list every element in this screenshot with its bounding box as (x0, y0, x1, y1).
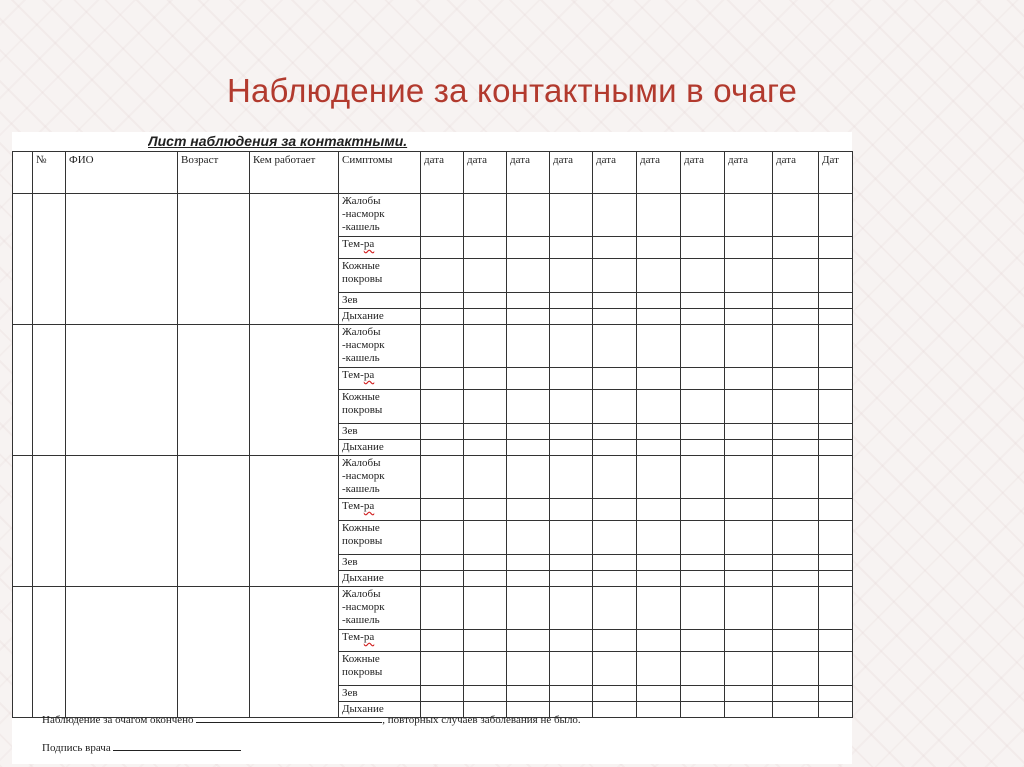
date-cell (725, 571, 773, 587)
date-cell (773, 499, 819, 521)
date-cell (637, 424, 681, 440)
date-cell (681, 440, 725, 456)
date-cell (681, 424, 725, 440)
date-cell (550, 368, 593, 390)
date-cell (819, 194, 853, 237)
date-cell (681, 587, 725, 630)
work-cell (250, 194, 339, 325)
date-cell (593, 686, 637, 702)
date-cell (819, 571, 853, 587)
date-cell (681, 702, 725, 718)
date-cell (681, 194, 725, 237)
date-cell (464, 259, 507, 293)
date-cell (593, 702, 637, 718)
date-cell (819, 259, 853, 293)
symptom-label (339, 630, 421, 652)
symptom-label: Дыхание (339, 440, 421, 456)
date-cell (550, 555, 593, 571)
date-cell (421, 237, 464, 259)
num-cell (33, 456, 66, 587)
date-cell (637, 571, 681, 587)
date-cell (773, 555, 819, 571)
date-cell (637, 521, 681, 555)
date-cell (593, 325, 637, 368)
spellcheck-mark: ра (363, 238, 375, 250)
date-cell (550, 293, 593, 309)
date-cell (550, 686, 593, 702)
date-cell (464, 293, 507, 309)
num-cell (33, 325, 66, 456)
date-cell (421, 521, 464, 555)
date-cell (819, 325, 853, 368)
date-cell (773, 630, 819, 652)
date-cell (819, 521, 853, 555)
date-cell (507, 309, 550, 325)
date-cell (773, 521, 819, 555)
date-cell (507, 293, 550, 309)
date-cell (593, 440, 637, 456)
signature-blank-line (113, 740, 241, 751)
date-cell (550, 424, 593, 440)
header-date: дата (637, 152, 681, 194)
date-cell (681, 325, 725, 368)
symptom-label: Дыхание (339, 702, 421, 718)
date-cell (593, 237, 637, 259)
date-cell (637, 293, 681, 309)
date-cell (681, 368, 725, 390)
symptom-label: Зев (339, 424, 421, 440)
date-cell (725, 555, 773, 571)
date-cell (773, 652, 819, 686)
symptom-label: Зев (339, 555, 421, 571)
date-cell (593, 390, 637, 424)
date-cell (773, 424, 819, 440)
spellcheck-mark: ра (363, 631, 375, 643)
header-date: дата (421, 152, 464, 194)
date-cell (681, 293, 725, 309)
date-cell (464, 424, 507, 440)
date-cell (773, 587, 819, 630)
symptom-label (339, 368, 421, 390)
date-cell (421, 259, 464, 293)
date-cell (637, 555, 681, 571)
date-cell (550, 456, 593, 499)
date-cell (550, 194, 593, 237)
date-cell (681, 456, 725, 499)
symptom-label: Дыхание (339, 309, 421, 325)
date-cell (421, 630, 464, 652)
symptom-label: Кожные покровы (339, 390, 421, 424)
date-cell (421, 587, 464, 630)
date-cell (464, 686, 507, 702)
date-cell (464, 390, 507, 424)
date-cell (593, 293, 637, 309)
num-cell (33, 587, 66, 718)
header-fio: ФИО (66, 152, 178, 194)
date-cell (773, 259, 819, 293)
date-cell (550, 237, 593, 259)
date-cell (681, 390, 725, 424)
date-cell (725, 440, 773, 456)
date-cell (464, 555, 507, 571)
date-cell (725, 630, 773, 652)
date-cell (819, 456, 853, 499)
date-cell (819, 630, 853, 652)
date-cell (507, 686, 550, 702)
observation-table (12, 151, 853, 718)
work-cell (250, 456, 339, 587)
date-cell (507, 368, 550, 390)
date-cell (637, 237, 681, 259)
date-cell (725, 652, 773, 686)
footer-completed-label: Наблюдение за очагом окончено (42, 714, 194, 726)
header-date: дата (593, 152, 637, 194)
work-cell (250, 587, 339, 718)
date-cell (725, 390, 773, 424)
fio-cell (66, 325, 178, 456)
date-cell (593, 630, 637, 652)
table-row (13, 587, 853, 630)
date-cell (421, 686, 464, 702)
slide-title: Наблюдение за контактными в очаге (226, 72, 798, 109)
date-cell (507, 587, 550, 630)
date-cell (507, 440, 550, 456)
date-cell (637, 652, 681, 686)
date-cell (773, 325, 819, 368)
work-cell (250, 325, 339, 456)
symptom-label: Дыхание (339, 571, 421, 587)
date-cell (725, 293, 773, 309)
header-symptoms: Симптомы (339, 152, 421, 194)
date-cell (819, 390, 853, 424)
date-cell (593, 424, 637, 440)
date-cell (819, 440, 853, 456)
date-cell (421, 424, 464, 440)
date-cell (725, 587, 773, 630)
symptom-label: Зев (339, 293, 421, 309)
header-num: № (33, 152, 66, 194)
date-cell (421, 555, 464, 571)
spellcheck-mark: ра (363, 500, 375, 512)
date-cell (593, 555, 637, 571)
date-cell (819, 555, 853, 571)
date-cell (819, 424, 853, 440)
date-cell (819, 587, 853, 630)
date-cell (773, 368, 819, 390)
date-cell (421, 390, 464, 424)
footer-line-1 (42, 712, 581, 726)
symptom-label: Жалобы -насморк -кашель (339, 456, 421, 499)
header-work: Кем работает (250, 152, 339, 194)
date-cell (464, 368, 507, 390)
date-cell (819, 293, 853, 309)
date-cell (637, 309, 681, 325)
date-cell (507, 499, 550, 521)
date-cell (773, 194, 819, 237)
date-cell (550, 571, 593, 587)
date-cell (637, 456, 681, 499)
date-cell (550, 390, 593, 424)
date-cell (725, 686, 773, 702)
table-body (13, 194, 853, 718)
date-cell (681, 237, 725, 259)
symptom-label: Жалобы -насморк -кашель (339, 325, 421, 368)
date-cell (593, 309, 637, 325)
margin-cell (13, 194, 33, 325)
footer-no-repeat-label: , повторных случаев заболевания не было. (382, 714, 581, 726)
date-cell (681, 555, 725, 571)
date-cell (593, 571, 637, 587)
margin-cell (13, 587, 33, 718)
symptom-text: Тем-ра (342, 238, 375, 250)
date-cell (773, 702, 819, 718)
date-cell (637, 587, 681, 630)
date-cell (773, 237, 819, 259)
fio-cell (66, 456, 178, 587)
margin-cell (13, 325, 33, 456)
observation-sheet (12, 132, 852, 764)
date-cell (464, 325, 507, 368)
footer-blank-line (196, 712, 382, 723)
date-cell (681, 686, 725, 702)
header-date: дата (681, 152, 725, 194)
date-cell (637, 390, 681, 424)
date-cell (637, 702, 681, 718)
symptom-label (339, 237, 421, 259)
table-row (13, 194, 853, 237)
age-cell (178, 456, 250, 587)
date-cell (464, 194, 507, 237)
date-cell (421, 571, 464, 587)
date-cell (593, 587, 637, 630)
date-cell (773, 686, 819, 702)
date-cell (421, 368, 464, 390)
header-date: Дат (819, 152, 853, 194)
date-cell (550, 630, 593, 652)
date-cell (637, 440, 681, 456)
date-cell (773, 390, 819, 424)
symptom-label: Зев (339, 686, 421, 702)
date-cell (464, 237, 507, 259)
date-cell (681, 499, 725, 521)
date-cell (725, 456, 773, 499)
date-cell (550, 499, 593, 521)
date-cell (819, 237, 853, 259)
date-cell (507, 424, 550, 440)
date-cell (681, 309, 725, 325)
date-cell (593, 194, 637, 237)
table-row (13, 325, 853, 368)
date-cell (819, 368, 853, 390)
date-cell (507, 237, 550, 259)
date-cell (819, 702, 853, 718)
date-cell (550, 587, 593, 630)
fio-cell (66, 194, 178, 325)
date-cell (550, 652, 593, 686)
header-row (13, 152, 853, 194)
symptom-text: Тем-ра (342, 631, 375, 643)
symptom-label: Кожные покровы (339, 259, 421, 293)
date-cell (681, 652, 725, 686)
date-cell (507, 521, 550, 555)
date-cell (464, 652, 507, 686)
symptom-label: Жалобы -насморк -кашель (339, 194, 421, 237)
date-cell (725, 325, 773, 368)
header-date: дата (507, 152, 550, 194)
date-cell (593, 456, 637, 499)
date-cell (421, 440, 464, 456)
age-cell (178, 194, 250, 325)
num-cell (33, 194, 66, 325)
date-cell (773, 293, 819, 309)
symptom-text: Тем-ра (342, 369, 375, 381)
date-cell (464, 456, 507, 499)
date-cell (421, 293, 464, 309)
date-cell (773, 456, 819, 499)
date-cell (725, 237, 773, 259)
date-cell (773, 309, 819, 325)
date-cell (550, 259, 593, 293)
date-cell (773, 440, 819, 456)
age-cell (178, 325, 250, 456)
symptom-label (339, 499, 421, 521)
date-cell (725, 521, 773, 555)
date-cell (725, 194, 773, 237)
date-cell (421, 652, 464, 686)
date-cell (464, 630, 507, 652)
date-cell (681, 521, 725, 555)
header-date: дата (773, 152, 819, 194)
date-cell (421, 499, 464, 521)
date-cell (464, 571, 507, 587)
date-cell (637, 194, 681, 237)
date-cell (725, 368, 773, 390)
date-cell (464, 309, 507, 325)
date-cell (725, 309, 773, 325)
date-cell (725, 259, 773, 293)
date-cell (637, 630, 681, 652)
date-cell (681, 259, 725, 293)
footer-line-2 (42, 740, 241, 754)
date-cell (421, 456, 464, 499)
footer-signature-label: Подпись врача (42, 742, 111, 754)
date-cell (550, 440, 593, 456)
date-cell (421, 325, 464, 368)
date-cell (725, 499, 773, 521)
date-cell (464, 499, 507, 521)
date-cell (550, 325, 593, 368)
symptom-label: Кожные покровы (339, 521, 421, 555)
age-cell (178, 587, 250, 718)
date-cell (773, 571, 819, 587)
date-cell (637, 499, 681, 521)
date-cell (507, 555, 550, 571)
date-cell (681, 571, 725, 587)
date-cell (507, 194, 550, 237)
date-cell (593, 368, 637, 390)
header-date: дата (464, 152, 507, 194)
symptom-label: Жалобы -насморк -кашель (339, 587, 421, 630)
date-cell (819, 499, 853, 521)
date-cell (725, 702, 773, 718)
date-cell (464, 587, 507, 630)
date-cell (819, 652, 853, 686)
symptom-text: Тем-ра (342, 500, 375, 512)
date-cell (507, 390, 550, 424)
sheet-title: Лист наблюдения за контактными. (148, 133, 408, 149)
date-cell (819, 686, 853, 702)
date-cell (681, 630, 725, 652)
date-cell (593, 259, 637, 293)
header-date: дата (725, 152, 773, 194)
date-cell (507, 259, 550, 293)
fio-cell (66, 587, 178, 718)
date-cell (725, 424, 773, 440)
date-cell (593, 499, 637, 521)
header-age: Возраст (178, 152, 250, 194)
header-date: дата (550, 152, 593, 194)
date-cell (464, 521, 507, 555)
date-cell (507, 630, 550, 652)
date-cell (421, 194, 464, 237)
date-cell (550, 309, 593, 325)
date-cell (637, 368, 681, 390)
date-cell (507, 456, 550, 499)
date-cell (819, 309, 853, 325)
table-row (13, 456, 853, 499)
date-cell (464, 440, 507, 456)
date-cell (593, 521, 637, 555)
date-cell (637, 686, 681, 702)
date-cell (507, 652, 550, 686)
symptom-label: Кожные покровы (339, 652, 421, 686)
date-cell (637, 259, 681, 293)
date-cell (507, 325, 550, 368)
date-cell (593, 652, 637, 686)
margin-cell (13, 456, 33, 587)
date-cell (507, 571, 550, 587)
spellcheck-mark: ра (363, 369, 375, 381)
date-cell (421, 309, 464, 325)
date-cell (637, 325, 681, 368)
date-cell (550, 521, 593, 555)
